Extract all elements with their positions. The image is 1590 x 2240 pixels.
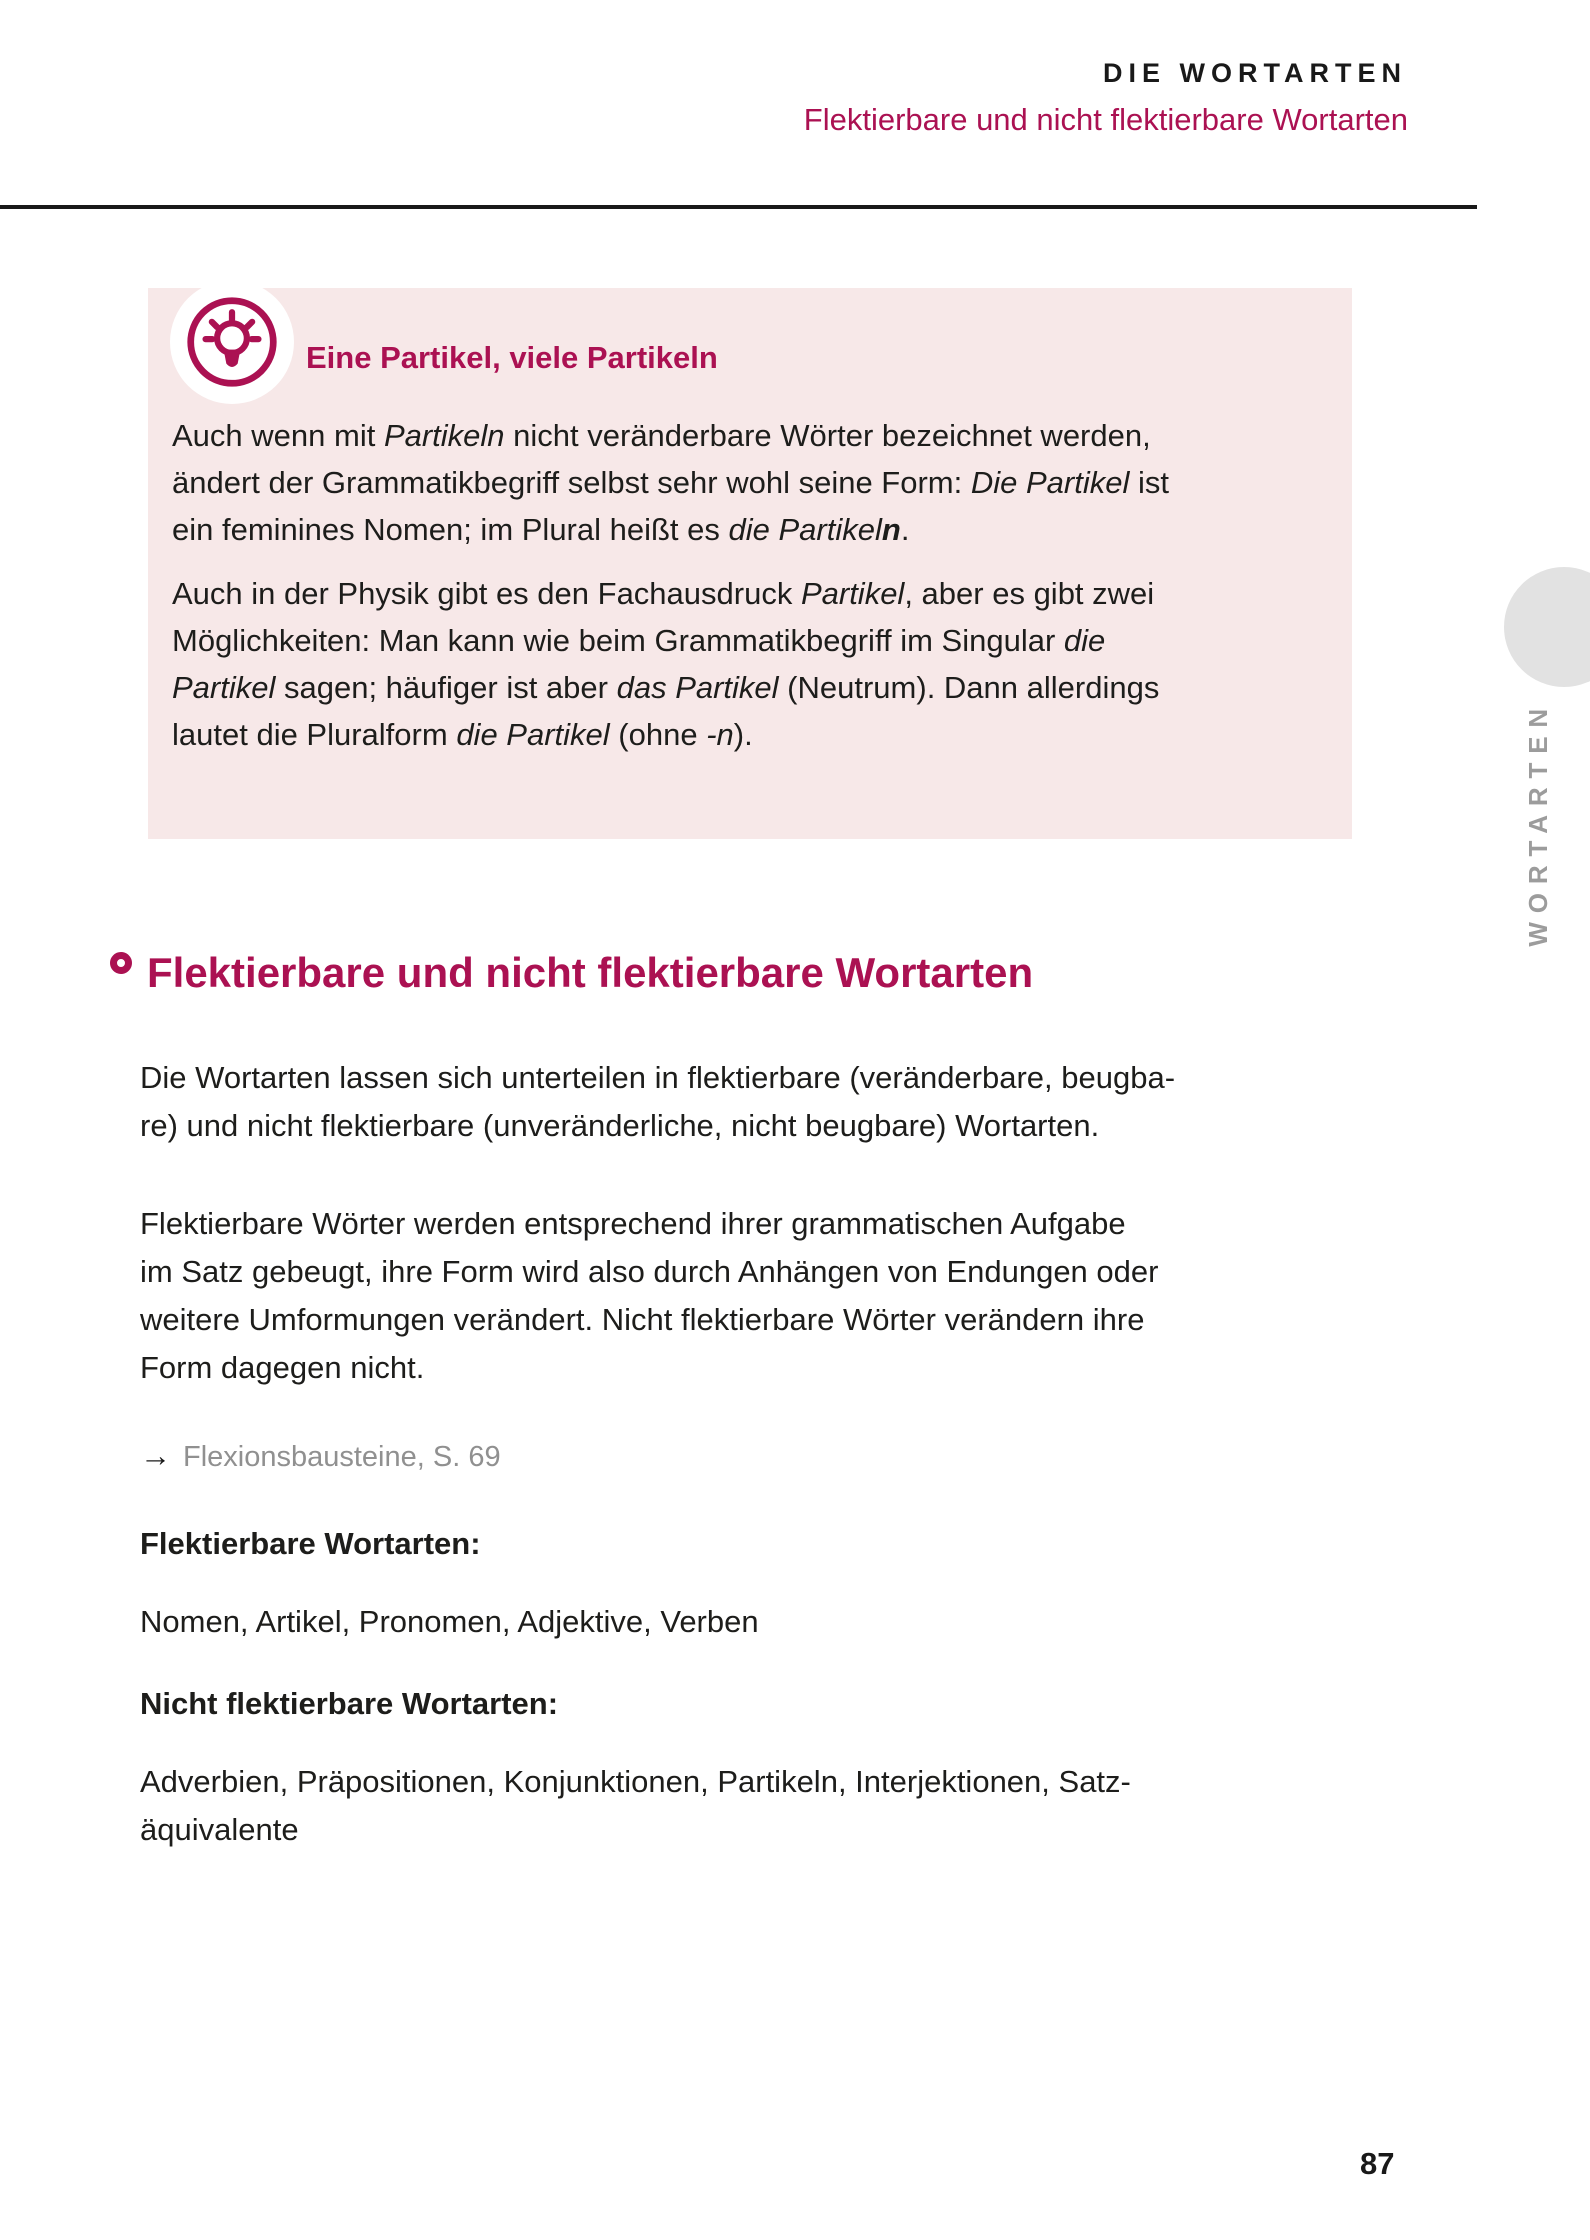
text-line: ändert der Grammatikbegriff selbst sehr wohl seine Form: Die Partikel ist	[172, 465, 1169, 500]
section-title: Flektierbare und nicht flektierbare Wortarten	[147, 949, 1034, 996]
text-line: ein feminines Nomen; im Plural heißt es die Partikeln.	[172, 512, 910, 547]
arrow-right-icon: →	[140, 1438, 171, 1473]
body-paragraph-2	[140, 1200, 1158, 1392]
body-paragraph-1	[140, 1054, 1175, 1150]
text-line: Adverbien, Präpositionen, Konjunktionen, Partikeln, Interjektionen, Satz-	[140, 1764, 1131, 1799]
text-line: äquivalente	[140, 1812, 299, 1847]
chapter-side-tab-label: WORTARTEN	[1523, 700, 1553, 947]
info-box-paragraph-2	[172, 570, 1332, 758]
running-head-subtitle: Flektierbare und nicht flektierbare Wortarten	[803, 102, 1408, 137]
word-list-nicht-flektierbar	[140, 1758, 1131, 1854]
ring-bullet-icon	[110, 952, 132, 974]
cross-reference-label: Flexionsbausteine, S. 69	[183, 1441, 501, 1473]
text-line: Form dagegen nicht.	[140, 1350, 425, 1385]
page-number: 87	[1360, 2146, 1395, 2181]
text-line: Die Wortarten lassen sich unterteilen in flektierbare (veränderbare, beugba-	[140, 1060, 1176, 1095]
section-heading	[110, 950, 1033, 996]
text-line: lautet die Pluralform die Partikel (ohne -n).	[172, 717, 753, 752]
info-box-body	[172, 412, 1332, 775]
info-box-title: Eine Partikel, viele Partikeln	[306, 340, 718, 375]
info-box-icon-badge	[170, 280, 294, 404]
text-line: Auch in der Physik gibt es den Fachausdruck Partikel, aber es gibt zwei	[172, 576, 1155, 611]
chapter-kicker: DIE WORTARTEN	[1103, 58, 1407, 88]
text-line: Nomen, Artikel, Pronomen, Adjektive, Verben	[140, 1604, 759, 1639]
text-line: re) und nicht flektierbare (unveränderliche, nicht beugbare) Wortarten.	[140, 1108, 1100, 1143]
header-divider-rule	[0, 205, 1477, 209]
page-edge-circle	[1504, 567, 1590, 687]
text-line: Auch wenn mit Partikeln nicht veränderbare Wörter bezeichnet werden,	[172, 418, 1151, 453]
text-line: im Satz gebeugt, ihre Form wird also durch Anhängen von Endungen oder	[140, 1254, 1159, 1289]
text-line: Flektierbare Wörter werden entsprechend ihrer grammatischen Aufgabe	[140, 1206, 1126, 1241]
text-line: Möglichkeiten: Man kann wie beim Grammatikbegriff im Singular die	[172, 623, 1106, 658]
word-list-heading-nicht-flektierbar: Nicht flektierbare Wortarten:	[140, 1686, 559, 1721]
lightbulb-icon	[184, 294, 280, 390]
word-list-flektierbar	[140, 1598, 759, 1646]
text-line: weitere Umformungen verändert. Nicht flektierbare Wörter verändern ihre	[140, 1302, 1145, 1337]
info-box-paragraph-1	[172, 412, 1332, 553]
cross-reference	[140, 1438, 501, 1474]
info-box	[148, 288, 1352, 839]
text-line: Partikel sagen; häufiger ist aber das Partikel (Neutrum). Dann allerdings	[172, 670, 1160, 705]
word-list-heading-flektierbar: Flektierbare Wortarten:	[140, 1526, 481, 1561]
